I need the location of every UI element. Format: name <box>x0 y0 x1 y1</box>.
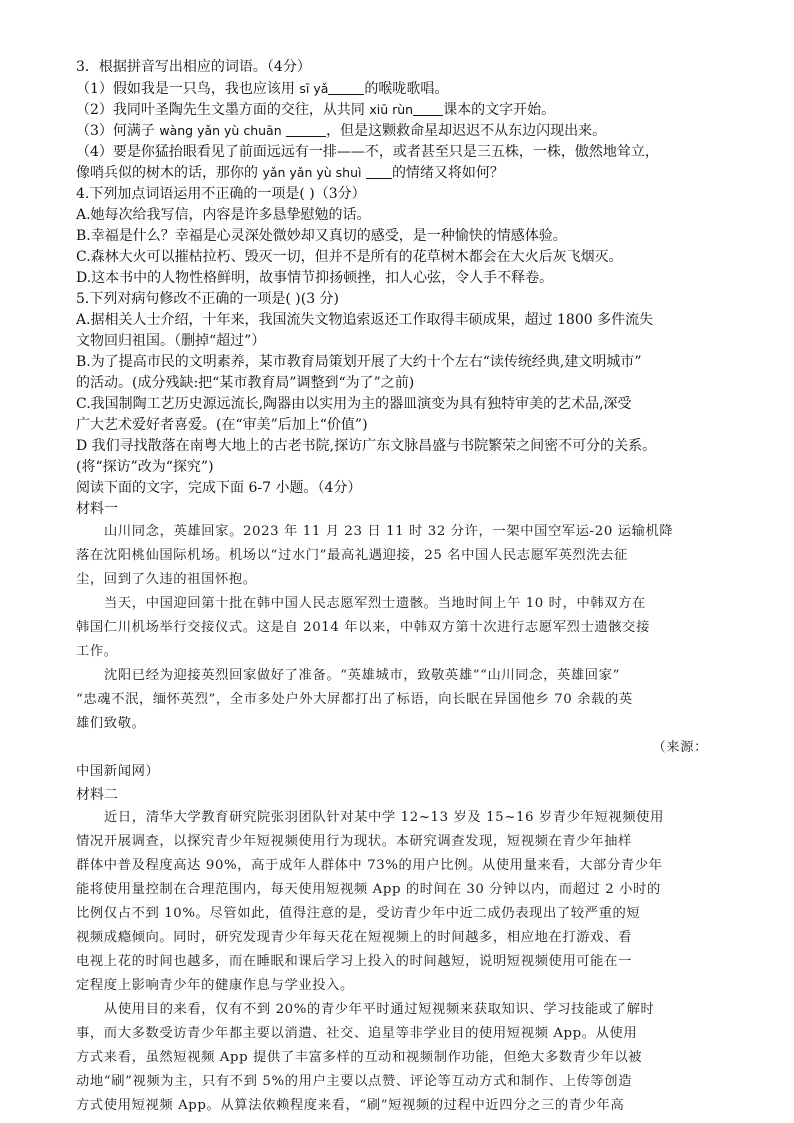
material-1-p2-line-2: 韩国仁川机场举行交接仪式。这是自 2014 年以来，中韩双方第十次进行志愿军烈士遗骸交接 <box>76 620 650 635</box>
q5-option-a-line-2: 文物回归祖国。（删掉“超过”） <box>76 333 266 349</box>
q4-option-a: A.她每次给我写信，内容是许多恳挚慰勉的话。 <box>76 207 371 223</box>
q3-item-4-text: 像哨兵似的树木的话，那你的 <box>76 165 263 181</box>
q5-option-a-line-1: A.据相关人士介绍，十年来，我国流失文物追索返还工作取得丰硕成果，超过 1800 多件流失 <box>76 312 654 328</box>
q3-item-4-text-end: 的情绪又将如何？ <box>391 165 504 181</box>
q3-item-2-pinyin: xiū rùn <box>369 102 414 117</box>
material-2-p1-line-5: 比例仅占不到 10%。尽管如此，值得注意的是，受访青少年中近二成仍表现出了较严重的短 <box>76 906 641 921</box>
q3-item-1-text-end: 的喉咙歌唱。 <box>364 81 449 97</box>
q3-item-4-line-2 <box>76 163 504 183</box>
material-1-p1-line-3: 尘，回到了久违的祖国怀抱。 <box>76 572 257 587</box>
material-1-p2-line-1: 当天，中国迎回第十批在韩中国人民志愿军烈士遗骸。当地时间上午 10 时，中韩双方在 <box>104 596 646 611</box>
material-2-p2-line-2: 事，而大多数受访青少年都主要以消遣、社交、追星等非学业目的使用短视频 App。从使用 <box>76 1026 638 1041</box>
material-2-p1-line-1: 近日，清华大学教育研究院张羽团队针对某中学 12~13 岁及 15~16 岁青少年短视频使用 <box>104 810 664 825</box>
q3-item-3-text-end: ，但是这颗救命星却迟迟不从东边闪现出来。 <box>326 123 607 139</box>
q5-option-d-line-1: D 我们寻找散落在南粤大地上的古老书院,探访广东文脉昌盛与书院繁荣之间密不可分的关系。 <box>76 438 657 454</box>
q3-item-1 <box>76 79 448 99</box>
q3-item-2 <box>76 100 555 120</box>
material-2-p2-line-1: 从使用目的来看，仅有不到 20%的青少年平时通过短视频来获取知识、学习技能或了解时 <box>104 1002 655 1017</box>
q5-option-c-line-1: C.我国制陶工艺历史源远流长,陶器由以实用为主的器皿演变为具有独特审美的艺术品,深受 <box>76 396 632 412</box>
q3-item-4-line-1: （4）要是你猛抬眼看见了前面远远有一排——不，或者甚至只是三五株，一株，傲然地耸立， <box>76 144 659 160</box>
q3-item-4-pinyin: yǎn yǎn yù shuì <box>262 165 362 180</box>
material-2-p2-line-4: 动地“刷”视频为主，只有不到 5%的用户主要以点赞、评论等互动方式和制作、上传等创造 <box>76 1074 633 1089</box>
q3-item-2-text-end: 课本的文字开始。 <box>443 102 556 118</box>
q3-item-3-pinyin: wàng yǎn yù chuān <box>159 123 282 138</box>
q3-item-1-text: （1）假如我是一只鸟，我也应该用 <box>76 81 300 97</box>
material-2-p2-line-3: 方式来看，虽然短视频 App 提供了丰富多样的互动和视频制作功能，但绝大多数青少年以被 <box>76 1050 643 1065</box>
reading-intro: 阅读下面的文字，完成下面 6-7 小题。（4分） <box>76 480 362 496</box>
q3-item-3-text: （3）何满子 <box>76 123 160 139</box>
q3-item-3-blank[interactable] <box>286 122 326 137</box>
q5-option-b-line-1: B.为了提高市民的文明素养，某市教育局策划开展了大约十个左右“读传统经典,建文明城市” <box>76 354 642 370</box>
q3-item-1-blank[interactable] <box>328 80 364 95</box>
q5-option-b-line-2: 的活动。(成分残缺:把“某市教育局”调整到“为了”之前) <box>76 375 415 391</box>
q5-option-d-line-2: (将“探访”改为“探究”) <box>76 459 214 475</box>
material-1-p1-line-2: 落在沈阳桃仙国际机场。机场以“过水门”最高礼遇迎接，25 名中国人民志愿军英烈洗去征 <box>76 548 628 563</box>
material-2-p1-line-7: 电视上花的时间也越多，而在睡眠和课后学习上投入的时间越短，说明短视频使用可能在一 <box>76 954 632 969</box>
q3-item-3 <box>76 121 606 141</box>
q4-title: 4.下列加点词语运用不正确的一项是( )（3分） <box>76 186 366 202</box>
material-1-p3-line-2: “忠魂不泯，缅怀英烈”，全市多处户外大屏都打出了标语，向长眠在异国他乡 70 余载的英 <box>76 692 633 707</box>
material-2-p1-line-8: 定程度上影响青少年的健康作息与学业投入。 <box>76 978 354 993</box>
q3-item-1-pinyin: sī yǎ <box>299 81 329 96</box>
material-1-source-label: （来源： <box>652 740 708 755</box>
q4-option-d: D.这本书中的人物性格鲜明，故事情节抑扬顿挫，扣人心弦，令人手不释卷。 <box>76 270 554 286</box>
material-2-p1-line-3: 群体中普及程度高达 90%，高于成年人群体中 73%的用户比例。从使用量来看，大部分青少年 <box>76 858 663 873</box>
material-1-p1-line-1: 山川同念，英雄回家。2023 年 11 月 23 日 11 时 32 分许，一架中国空军运-20 运输机降 <box>104 524 674 539</box>
material-1-p2-line-3: 工作。 <box>76 644 118 659</box>
material-2-p1-line-2: 情况开展调查，以探究青少年短视频使用行为现状。本研究调查发现，短视频在青少年抽样 <box>76 834 632 849</box>
material-1-p3-line-1: 沈阳已经为迎接英烈回家做好了准备。“英雄城市，致敬英雄”“山川同念，英雄回家” <box>104 668 620 683</box>
material-1-p3-line-3: 雄们致敬。 <box>76 716 146 731</box>
q3-title: 3．根据拼音写出相应的词语。（4分） <box>76 59 311 75</box>
material-1-source-name: 中国新闻网） <box>76 764 160 779</box>
material-2-p1-line-4: 能将使用量控制在合理范围内，每天使用短视频 App 的时间在 30 分钟以内，而超过 2 小时的 <box>76 882 661 897</box>
q3-item-2-text: （2）我同叶圣陶先生文墨方面的交往，从共同 <box>76 102 370 118</box>
material-1-title: 材料一 <box>76 501 118 517</box>
q4-option-c: C.森林大火可以摧枯拉朽、毁灭一切，但并不是所有的花草树木都会在大火后灰飞烟灭。 <box>76 249 623 265</box>
material-2-title: 材料二 <box>76 787 118 803</box>
q3-item-2-blank[interactable] <box>413 101 443 116</box>
material-2-p1-line-6: 视频成瘾倾向。同时，研究发现青少年每天花在短视频上的时间越多，相应地在打游戏、看 <box>76 930 632 945</box>
q3-item-4-blank[interactable] <box>366 164 392 179</box>
q5-title: 5.下列对病句修改不正确的一项是( )(3 分) <box>76 291 340 307</box>
material-2-p2-line-5: 方式使用短视频 App。从算法依赖程度来看，“刷”短视频的过程中近四分之三的青少年高 <box>76 1098 625 1113</box>
q4-option-b: B.幸福是什么？幸福是心灵深处微妙却又真切的感受，是一种愉快的情感体验。 <box>76 228 567 244</box>
q5-option-c-line-2: 广大艺术爱好者喜爱。(在“审美”后加上“价值”) <box>76 417 368 433</box>
